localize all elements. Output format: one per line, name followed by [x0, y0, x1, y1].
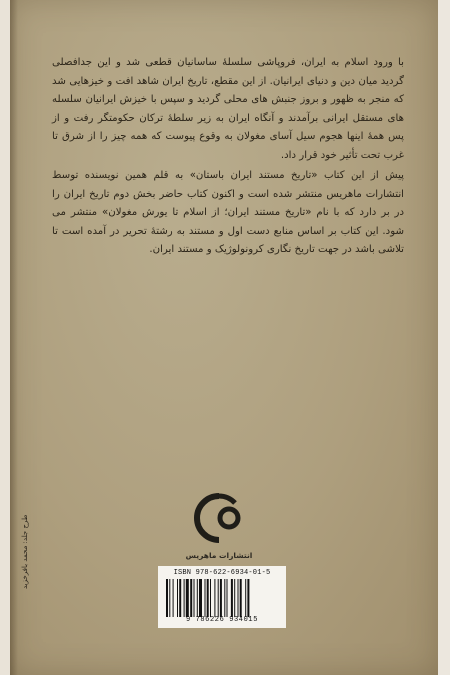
publisher-logo-icon	[191, 490, 247, 560]
spine-shadow	[10, 0, 18, 675]
page-edge	[438, 0, 450, 675]
cover-design-credit: طرح جلد: محمد بافرخزید	[21, 515, 29, 590]
blurb-paragraph-1: با ورود اسلام به ایران، فروپاشی سلسلهٔ ساسانیان قطعی شد و این جدافصلی گردید میان دین و دنیای ایرانیان. از این مقطع، تاریخ ایران شاهد افت و خیزهایی شد که منجر به ظهور و بروز جنبش های محلی گردید و سپس با خیزش ایرانیان سلسله های مستقل ایرانی برآمدند و آنگاه ایران به زیر سلطهٔ ترکان حکومتگر رفت و از پس همهٔ اینها هجوم سیل آسای مغولان به وقوع پیوست که همه چیز را از شرق تا غرب تحت تأثیر خود قرار داد.	[52, 57, 404, 161]
barcode-digits: 9 786226 934015	[185, 616, 258, 624]
isbn-label: ISBN 978-622-6934-01-5	[173, 569, 271, 577]
barcode-icon	[166, 579, 278, 617]
blurb-text	[52, 54, 404, 262]
publisher-name: انتشارات ماهریس	[185, 551, 253, 560]
blurb-paragraph-2: پیش از این کتاب «تاریخ مستند ایران باستان» به قلم همین نویسنده توسط انتشارات ماهریس منتشر شده است و اکنون کتاب حاضر بخش دوم تاریخ ایران را در بر دارد که با نام «تاریخ مستند ایران؛ از اسلام تا یورش مغولان» منتشر می شود. این کتاب بر اساس منابع دست اول و مستند به رشتهٔ تحریر در آمده است تا تلاشی باشد در جهت تاریخ نگاری کرونولوژیک و مستند ایران.	[52, 170, 404, 255]
barcode-sticker	[158, 566, 286, 628]
